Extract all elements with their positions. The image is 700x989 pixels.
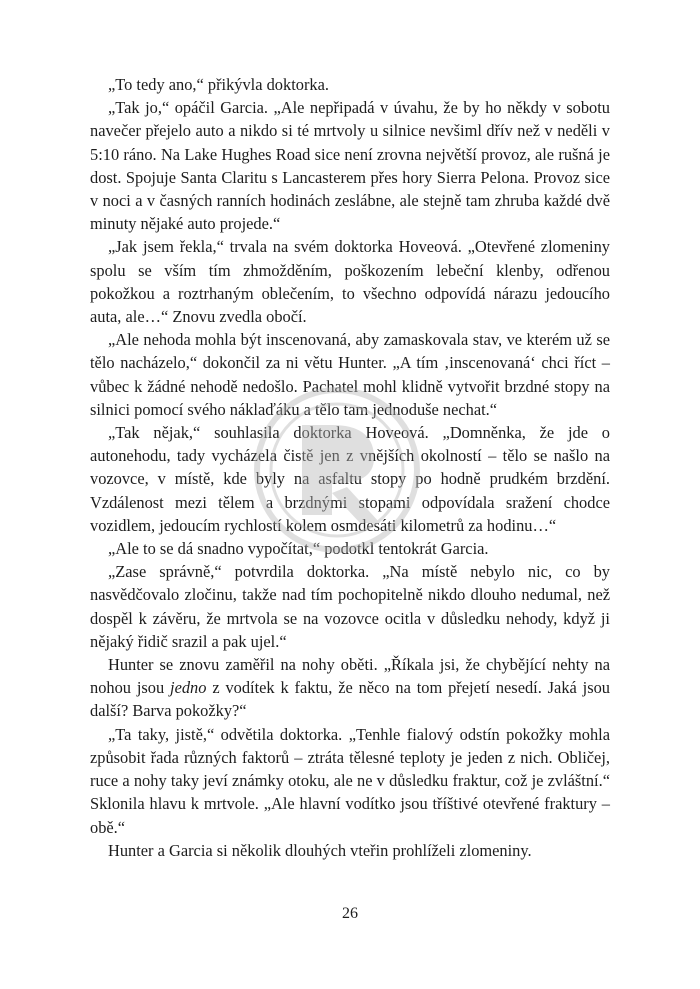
paragraph-10: Hunter a Garcia si několik dlouhých vteřin prohlíželi zlomeniny. <box>108 840 532 860</box>
paragraph-8-start: Hunter se znovu zaměřil na nohy oběti. „Říkala jsi, že chybějící nehty na nohou jsou <box>90 655 610 698</box>
paragraph-4: „Ale nehoda mohla být inscenovaná, aby zamaskovala stav, ve kterém už se tělo nacházelo,“ dokončil za ni větu Hunter. „A tím ‚inscenovaná‘ chci říct – vůbec k žádné nehodě nedošlo. Pachatel mohl klidně vytvořit brzdné stopy na silnici pomocí svého náklaďáku a tělo tam jednoduše nechat.“ <box>90 330 610 419</box>
paragraph-9: „Ta taky, jistě,“ odvětila doktorka. „Tenhle fialový odstín pokožky mohla způsobit řada různých faktorů – ztráta tělesné teploty je jeden z nich. Obličej, ruce a nohy taky jeví známky otoku, ale ne v důsledku fraktur, což je zvláštní.“ Sklonila hlavu k mrtvole. „Ale hlavní vodítko jsou tříštivé otevřené fraktury – obě.“ <box>90 724 610 837</box>
paragraph-6: „Ale to se dá snadno vypočítat,“ podotkl tentokrát Garcia. <box>108 539 489 559</box>
paragraph-3: „Jak jsem řekla,“ trvala na svém doktorka Hoveová. „Otevřené zlomeniny spolu se vším tím zhmožděním, poškozením lebeční klenby, odřenou pokožkou a roztrhaným oblečením, to všechno odpovídá nárazu jedoucího auta, ale…“ Znovu zvedla obočí. <box>90 237 610 327</box>
paragraph-2: „Tak jo,“ opáčil Garcia. „Ale nepřipadá v úvahu, že by ho někdy v sobotu navečer přejelo auto a nikdo si té mrtvoly u silnice nevšiml dřív než v neděli v 5:10 ráno. Na Lake Hughes Road sice není zrovna největší provoz, ale rušná je dost. Spojuje Santa Claritu s Lancasterem přes hory Sierra Pelona. Provoz sice v noci a v časných ranních hodinách zeslábne, ale stejně tam zhruba každé dvě minuty nějaké auto projede.“ <box>90 98 610 234</box>
page-number: 26 <box>342 905 358 922</box>
paragraph-8-emphasis: jedno <box>170 678 207 698</box>
body-text <box>90 73 610 862</box>
paragraph-8 <box>90 653 610 723</box>
paragraph-7: „Zase správně,“ potvrdila doktorka. „Na místě nebylo nic, co by nasvědčovalo zločinu, takže nad tím pochopitelně nikdo dlouho nedumal, než dospěl k závěru, že mrtvola se na vozovce ocitla v důsledku nehody, když ji nějaký řidič srazil a pak ujel.“ <box>90 562 610 651</box>
paragraph-8-end: z vodítek k faktu, že něco na tom přejetí nesedí. Jaká jsou další? Barva pokožky?“ <box>90 678 610 721</box>
paragraph-1: „To tedy ano,“ přikývla doktorka. <box>108 75 329 94</box>
paragraph-5: „Tak nějak,“ souhlasila doktorka Hoveová. „Domněnka, že jde o autonehodu, tady vycházela čistě jen z vnějších okolností – tělo se našlo na vozovce, v místě, kde byly na asfaltu stopy po hodně prudkém brzdění. Vzdálenost mezi tělem a brzdnými stopami odpovídala sražení chodce vozidlem, jedoucím rychlostí kolem osmdesáti kilometrů za hodinu…“ <box>90 423 610 535</box>
